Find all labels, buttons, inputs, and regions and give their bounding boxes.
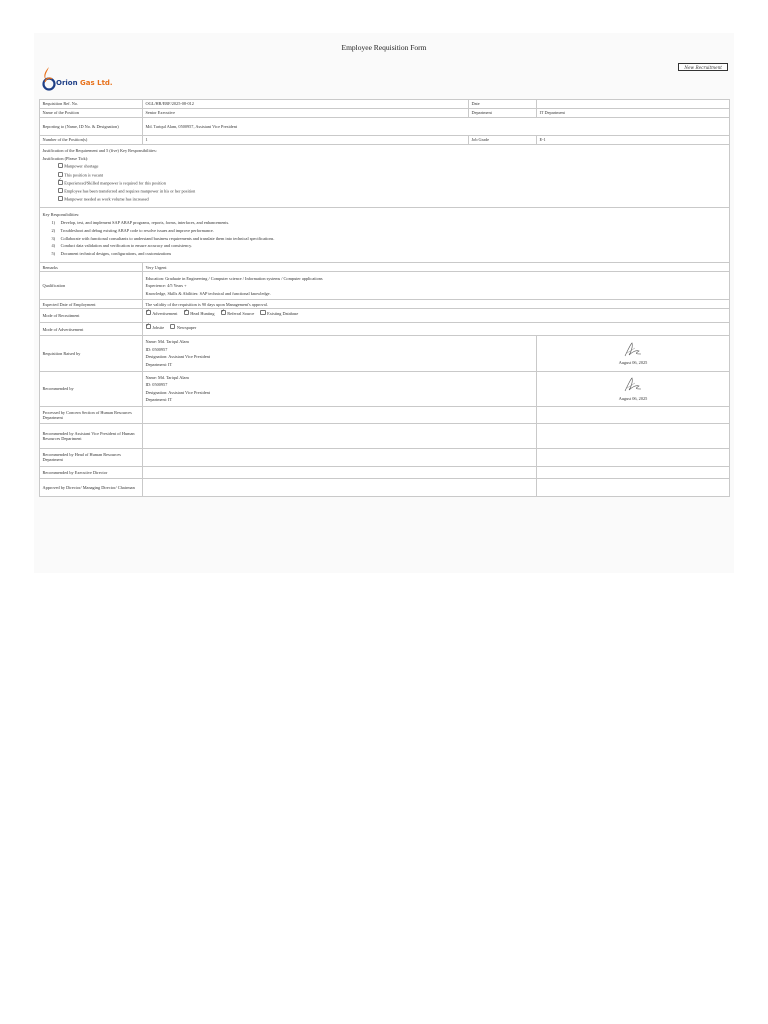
justification-option[interactable]	[43, 172, 727, 178]
row-responsibilities	[40, 208, 730, 263]
recommended-id: ID: 0500957	[145, 382, 168, 388]
justification-option[interactable]	[43, 188, 727, 194]
justification-option-label: Manpower needed as work volume has increased	[64, 196, 149, 202]
advertisement-option[interactable]: ✓ Jobsite	[146, 325, 165, 330]
raised-signature-cell	[537, 336, 730, 371]
ref-label: Requisition Ref. No.	[40, 100, 143, 109]
responsibilities-cell	[40, 208, 730, 263]
recruitment-type-badge: New Recruitment	[678, 63, 728, 71]
avp-hr-value	[143, 423, 537, 448]
remarks-value: Very Urgent	[143, 263, 730, 272]
processed-signature	[537, 406, 730, 423]
checkbox[interactable]	[58, 172, 63, 177]
signature-icon	[622, 376, 644, 394]
responsibility-item: 4) Conduct data validation and verification to ensure accuracy and consistency.	[51, 243, 193, 249]
qualification-knowledge: Knowledge, Skills & Abilities: SAP technical and functional knowledge.	[145, 290, 271, 296]
row-approved	[40, 478, 730, 496]
checkbox[interactable]	[260, 310, 265, 315]
justification-option-label: This position is vacant	[64, 172, 103, 178]
department-value: IT Department	[537, 109, 730, 118]
row-recruitment-mode	[40, 309, 730, 323]
justification-option[interactable]	[43, 180, 727, 186]
justification-option[interactable]	[43, 196, 727, 202]
recommended-department: Department: IT	[145, 397, 173, 403]
grade-label: Job Grade	[469, 136, 537, 145]
employment-date-value: The validity of the requisition is 90 days upon Management's approval.	[143, 300, 730, 309]
recruitment-mode-label: Mode of Recruitment	[40, 309, 143, 323]
head-hr-signature	[537, 448, 730, 466]
justification-option-label: Employee has been transferred and requires manpower in his or her position	[64, 188, 196, 194]
recommended-label: Recommended by	[40, 371, 143, 406]
row-head-hr	[40, 448, 730, 466]
justification-cell	[40, 145, 730, 208]
justification-heading: Justification of the Requirement and 5 (five) Key Responsibilities:	[42, 148, 157, 154]
responsibilities-label: Key Responsibilities:	[42, 211, 80, 217]
responsibility-item: 2) Troubleshoot and debug existing ABAP code to resolve issues and improve performance.	[51, 227, 214, 233]
signature-icon	[622, 341, 644, 359]
head-hr-value	[143, 448, 537, 466]
responsibility-item: 5) Document technical designs, configurations, and customizations	[51, 251, 172, 257]
ed-value	[143, 466, 537, 478]
row-number	[40, 136, 730, 145]
processed-value	[143, 406, 537, 423]
responsibilities-list	[43, 220, 727, 257]
row-processed	[40, 406, 730, 423]
checkbox[interactable]	[58, 163, 63, 168]
number-label: Number of the Position(s)	[40, 136, 143, 145]
position-value: Senior Executive	[143, 109, 469, 118]
raised-date: August 06, 2025	[618, 360, 648, 366]
recruitment-option[interactable]: ✓ Head Hunting	[184, 311, 215, 316]
processed-label: Processed by Concern Section of Human Resources Department	[40, 406, 143, 423]
raised-department: Department: IT	[145, 362, 173, 368]
date-label: Date	[469, 100, 537, 109]
raised-designation: Designation: Assistant Vice President	[145, 354, 210, 360]
recruitment-mode-options	[143, 309, 730, 323]
company-name-main: Orion	[56, 79, 78, 87]
row-ed	[40, 466, 730, 478]
ed-signature	[537, 466, 730, 478]
recommended-name: Name: Md. Tariqul Alam	[145, 374, 189, 380]
responsibility-item: 1) Develop, test, and implement SAP ABAP programs, reports, forms, interfaces, and enhancements.	[51, 219, 230, 225]
date-value	[537, 100, 730, 109]
avp-hr-signature	[537, 423, 730, 448]
qualification-experience: Experience: 4/5 Years +	[145, 283, 187, 289]
row-justification	[40, 145, 730, 208]
requisition-table	[39, 99, 730, 497]
checkbox[interactable]	[58, 188, 63, 193]
employment-date-label: Expected Date of Employment	[40, 300, 143, 309]
flame-logo-icon	[40, 66, 56, 92]
reporting-label: Reporting to (Name, ID No. & Designation)	[40, 118, 143, 136]
department-label: Department	[469, 109, 537, 118]
checkbox[interactable]	[170, 324, 175, 329]
justification-option-label: Manpower shortage	[64, 163, 99, 169]
recommended-designation: Designation: Assistant Vice President	[145, 389, 210, 395]
approved-signature	[537, 478, 730, 496]
position-label: Name of the Position	[40, 109, 143, 118]
advertisement-option[interactable]: Newspaper	[170, 325, 196, 330]
row-qualification	[40, 272, 730, 300]
row-position	[40, 109, 730, 118]
recommended-signature-cell	[537, 371, 730, 406]
raised-name: Name: Md. Tariqul Alam	[145, 339, 189, 345]
qualification-cell	[143, 272, 730, 300]
avp-hr-label: Recommended by Assistant Vice President of Human Resources Department	[40, 423, 143, 448]
raised-details	[143, 336, 537, 371]
row-remarks	[40, 263, 730, 272]
approved-label: Approved by Director/ Managing Director/ Chairman	[40, 478, 143, 496]
row-advertisement-mode	[40, 323, 730, 336]
justification-option-label: Experienced/Skilled manpower is required for this position	[64, 180, 166, 186]
qualification-education: Education: Graduate in Engineering / Computer science / Information systems / Computer applications	[145, 275, 323, 281]
checkbox-checked[interactable]	[184, 310, 189, 315]
head-hr-label: Recommended by Head of Human Resources Department	[40, 448, 143, 466]
recruitment-option[interactable]: ✓ Advertisement	[146, 311, 178, 316]
recommended-date: August 06, 2025	[618, 395, 648, 401]
company-name-accent: Gas Ltd.	[80, 79, 113, 87]
form-title: Employee Requisition Form	[341, 43, 427, 52]
row-employment-date	[40, 300, 730, 309]
grade-value: E-1	[537, 136, 730, 145]
checkbox-checked[interactable]	[146, 310, 151, 315]
recommended-details	[143, 371, 537, 406]
ed-label: Recommended by Executive Director	[40, 466, 143, 478]
justification-option[interactable]	[43, 163, 727, 169]
reporting-value: Md. Tariqul Alam, 0500957, Assistant Vice President	[143, 118, 730, 136]
requisition-sheet	[34, 33, 734, 573]
raised-label: Requisition Raised by	[40, 336, 143, 371]
company-name	[56, 79, 113, 87]
responsibility-item: 3) Collaborate with functional consultants to understand business requirements and translate them into technical specifications.	[51, 235, 275, 241]
checkbox-checked[interactable]	[146, 324, 151, 329]
advertisement-mode-label: Mode of Advertisement	[40, 323, 143, 336]
justification-label: Justification (Please Tick):	[42, 155, 89, 161]
row-reporting	[40, 118, 730, 136]
row-raised-by	[40, 336, 730, 371]
ref-value: OGL/HR/ERF/2025-08-012	[143, 100, 469, 109]
checkbox-checked[interactable]	[221, 310, 226, 315]
approved-value	[143, 478, 537, 496]
row-avp-hr	[40, 423, 730, 448]
recruitment-option[interactable]: ✓ Referral Source	[221, 311, 255, 316]
checkbox-checked[interactable]	[58, 180, 63, 185]
checkbox[interactable]	[58, 196, 63, 201]
raised-id: ID: 0500957	[145, 346, 168, 352]
company-logo	[40, 66, 130, 92]
recruitment-option[interactable]: Existing Database	[260, 311, 298, 316]
advertisement-mode-options	[143, 323, 730, 336]
number-value: 1	[143, 136, 469, 145]
row-recommended-by	[40, 371, 730, 406]
row-ref	[40, 100, 730, 109]
qualification-label: Qualification	[40, 272, 143, 300]
remarks-label: Remarks	[40, 263, 143, 272]
